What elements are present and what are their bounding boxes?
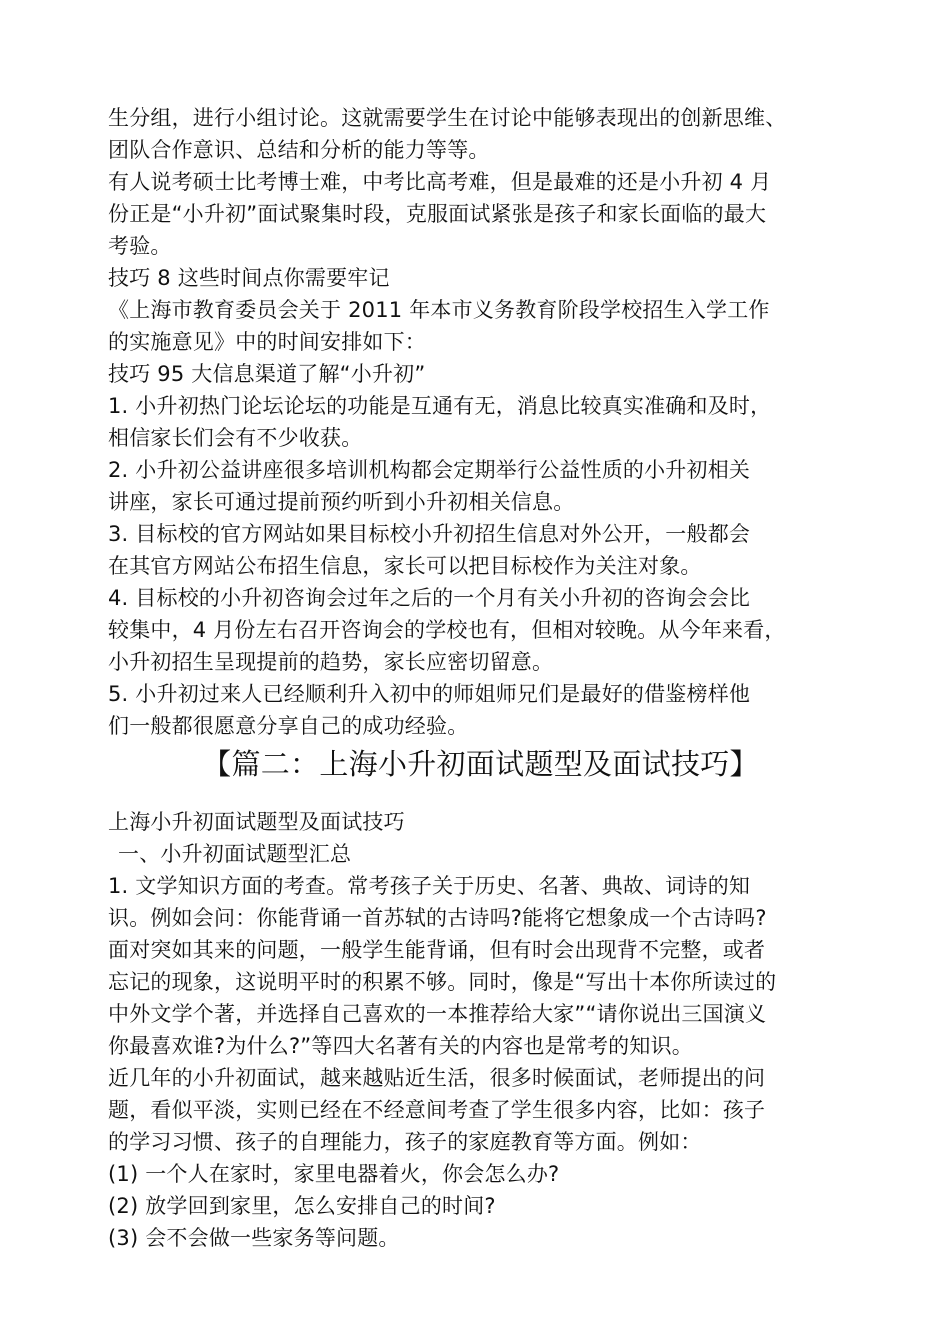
text-line-4: 份正是“小升初”面试聚集时段，克服面试紧张是孩子和家长面临的最大 <box>108 202 767 226</box>
section-text-line-12: (1) 一个人在家时，家里电器着火，你会怎么办? <box>108 1162 560 1186</box>
section-text-line-6: 忘记的现象，这说明平时的积累不够。同时，像是“写出十本你所读过的 <box>108 970 777 994</box>
section-text-line-1: 上海小升初面试题型及面试技巧 <box>108 810 405 834</box>
section-text-line-8: 你最喜欢谁?为什么?”等四大名著有关的内容也是常考的知识。 <box>108 1034 693 1058</box>
text-line-14: 3. 目标校的官方网站如果目标校小升初招生信息对外公开，一般都会 <box>108 522 751 546</box>
text-line-13: 讲座，家长可通过提前预约听到小升初相关信息。 <box>108 490 575 514</box>
text-line-10: 1. 小升初热门论坛论坛的功能是互通有无，消息比较真实准确和及时， <box>108 394 772 418</box>
text-line-12: 2. 小升初公益讲座很多培训机构都会定期举行公益性质的小升初相关 <box>108 458 751 482</box>
text-line-2: 团队合作意识、总结和分析的能力等等。 <box>108 138 490 162</box>
section-text-line-10: 题，看似平淡，实则已经在不经意间考查了学生很多内容，比如：孩子 <box>108 1098 766 1122</box>
text-line-8: 的实施意见》中的时间安排如下： <box>108 330 426 354</box>
text-line-18: 小升初招生呈现提前的趋势，家长应密切留意。 <box>108 650 554 674</box>
text-line-17: 较集中，4 月份左右召开咨询会的学校也有，但相对较晚。从今年来看， <box>108 618 786 642</box>
section-text-line-14: (3) 会不会做一些家务等问题。 <box>108 1226 400 1250</box>
section-text-line-7: 中外文学个著，并选择自己喜欢的一本推荐给大家”“请你说出三国演义 <box>108 1002 767 1026</box>
text-line-19: 5. 小升初过来人已经顺利升入初中的师姐师兄们是最好的借鉴榜样他 <box>108 682 751 706</box>
section-text-line-3: 1. 文学知识方面的考查。常考孩子关于历史、名著、典故、词诗的知 <box>108 874 751 898</box>
text-line-11: 相信家长们会有不少收获。 <box>108 426 363 450</box>
section-text-line-4: 识。例如会问：你能背诵一首苏轼的古诗吗?能将它想象成一个古诗吗? <box>108 906 767 930</box>
text-line-6: 技巧 8 这些时间点你需要牢记 <box>108 266 390 290</box>
text-line-20: 们一般都很愿意分享自己的成功经验。 <box>108 714 469 738</box>
text-line-7: 《上海市教育委员会关于 2011 年本市义务教育阶段学校招生入学工作 <box>108 298 770 322</box>
section-text-line-11: 的学习习惯、孩子的自理能力，孩子的家庭教育等方面。例如： <box>108 1130 702 1154</box>
section-title: 【篇二：上海小升初面试题型及面试技巧】 <box>202 747 759 781</box>
section-text-line-13: (2) 放学回到家里，怎么安排自己的时间? <box>108 1194 496 1218</box>
text-line-16: 4. 目标校的小升初咨询会过年之后的一个月有关小升初的咨询会会比 <box>108 586 751 610</box>
section-text-line-9: 近几年的小升初面试，越来越贴近生活，很多时候面试，老师提出的问 <box>108 1066 766 1090</box>
text-line-3: 有人说考硕士比考博士难，中考比高考难，但是最难的还是小升初 4 月 <box>108 170 772 194</box>
document-content <box>108 102 853 1254</box>
section-text-line-5: 面对突如其来的问题，一般学生能背诵，但有时会出现背不完整，或者 <box>108 938 766 962</box>
section-text-line-2: 一、小升初面试题型汇总 <box>118 842 352 866</box>
text-line-1: 生分组，进行小组讨论。这就需要学生在讨论中能够表现出的创新思维、 <box>108 106 787 130</box>
text-line-9: 技巧 95 大信息渠道了解“小升初” <box>108 362 426 386</box>
text-line-5: 考验。 <box>108 234 172 258</box>
text-line-15: 在其官方网站公布招生信息，家长可以把目标校作为关注对象。 <box>108 554 702 578</box>
